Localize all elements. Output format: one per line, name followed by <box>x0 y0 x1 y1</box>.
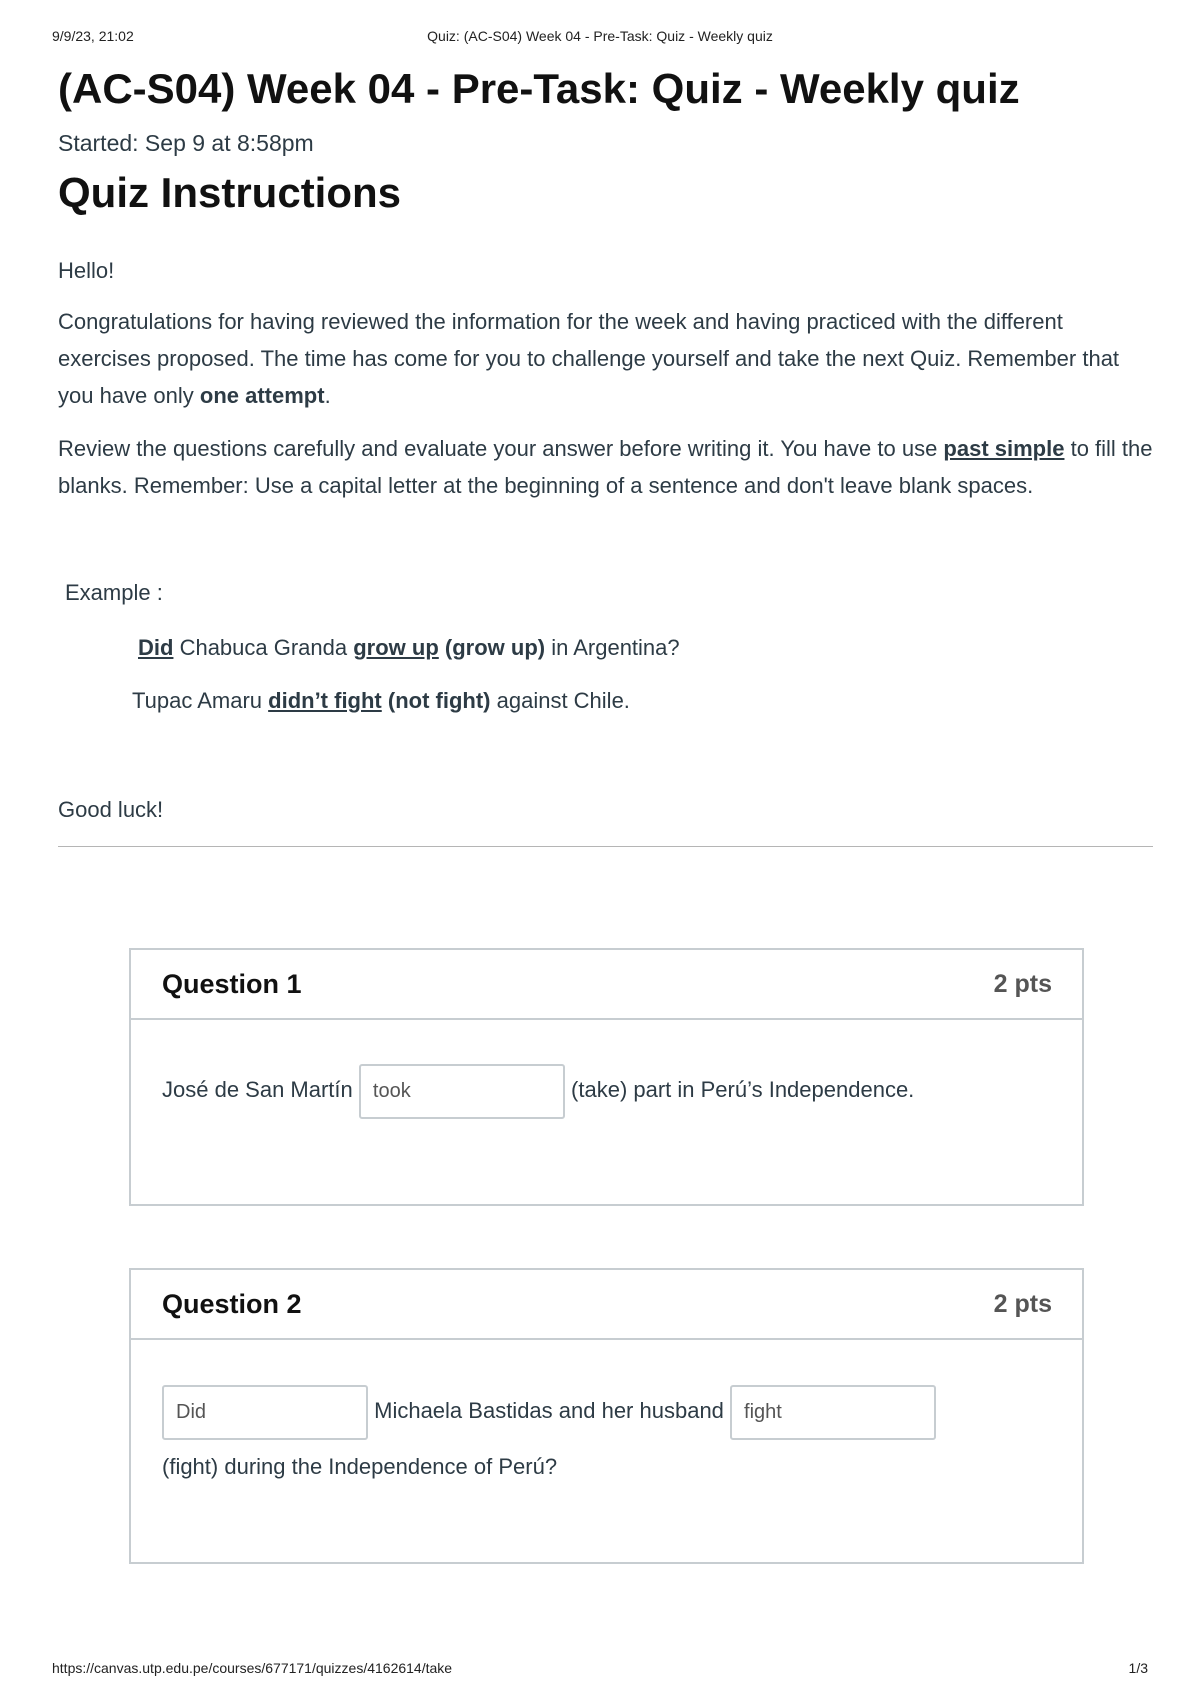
started-timestamp: Started: Sep 9 at 8:58pm <box>58 130 314 156</box>
one-attempt-emphasis: one attempt <box>199 383 325 408</box>
question-1-header <box>131 950 1082 1020</box>
example-2-end: against Chile. <box>490 688 630 713</box>
example-sentence-1 <box>58 629 1153 666</box>
page-number: 1/3 <box>1128 1660 1148 1676</box>
example-sentence-2 <box>58 682 1153 719</box>
question-1-title: Question 1 <box>162 968 302 999</box>
congratulations-paragraph <box>58 303 1153 414</box>
quiz-title: (AC-S04) Week 04 - Pre-Task: Quiz - Weekly quiz <box>58 65 1020 112</box>
example-1-answer: grow up <box>353 635 439 660</box>
page-url: https://canvas.utp.edu.pe/courses/677171/quizzes/4162614/take <box>52 1660 453 1676</box>
past-simple-emphasis: past simple <box>943 436 1065 461</box>
quiz-content <box>58 60 1153 855</box>
question-2-line-1 <box>162 1382 1051 1440</box>
greeting-text: Hello! <box>58 258 115 283</box>
question-2-card <box>129 1268 1084 1564</box>
review-text-end: to fill the blanks. Remember: Use a capital letter at the beginning of a sentence and don't leave blank spaces. <box>58 436 1153 498</box>
example-2-hint: (not fight) <box>381 688 491 713</box>
question-2-answer-input-1[interactable]: Did <box>162 1385 368 1440</box>
congrats-period: . <box>324 383 331 408</box>
question-2-points: 2 pts <box>993 1289 1052 1318</box>
question-1-answer-input[interactable]: took <box>359 1064 565 1119</box>
print-footer <box>52 1660 1148 1680</box>
instructions-divider <box>58 846 1153 847</box>
question-1-body <box>131 1020 1082 1119</box>
example-label: Example : <box>65 580 163 605</box>
instructions-heading: Quiz Instructions <box>58 169 402 216</box>
question-2-answer-input-2[interactable]: fight <box>730 1385 936 1440</box>
print-page-title: Quiz: (AC-S04) Week 04 - Pre-Task: Quiz - Weekly quiz <box>427 28 773 44</box>
example-1-did: Did <box>138 635 174 660</box>
print-datetime: 9/9/23, 21:02 <box>52 28 134 44</box>
question-1-text-after: (take) part in Perú’s Independence. <box>571 1077 915 1102</box>
review-paragraph <box>58 430 1153 504</box>
question-1-points: 2 pts <box>993 969 1052 998</box>
example-1-hint: (grow up) <box>438 635 546 660</box>
good-luck-text: Good luck! <box>58 797 164 822</box>
example-1-end: in Argentina? <box>545 635 680 660</box>
print-header <box>52 28 1148 48</box>
review-text: Review the questions carefully and evaluate your answer before writing it. You have to use <box>58 436 944 461</box>
question-2-title: Question 2 <box>162 1288 302 1319</box>
example-2-answer: didn’t fight <box>268 688 382 713</box>
question-2-text-after: (fight) during the Independence of Perú? <box>162 1454 558 1479</box>
question-1-card <box>129 948 1084 1206</box>
congrats-text: Congratulations for having reviewed the information for the week and having practiced with the different exercises proposed. The time has come for you to challenge yourself and take the next Quiz. Remember that you have only <box>58 309 1120 408</box>
question-2-body <box>131 1340 1082 1496</box>
question-2-text-mid: Michaela Bastidas and her husband <box>374 1398 724 1423</box>
example-2-subject: Tupac Amaru <box>132 688 269 713</box>
question-1-text-before: José de San Martín <box>162 1077 353 1102</box>
example-1-subject: Chabuca Granda <box>173 635 354 660</box>
question-2-header <box>131 1270 1082 1340</box>
